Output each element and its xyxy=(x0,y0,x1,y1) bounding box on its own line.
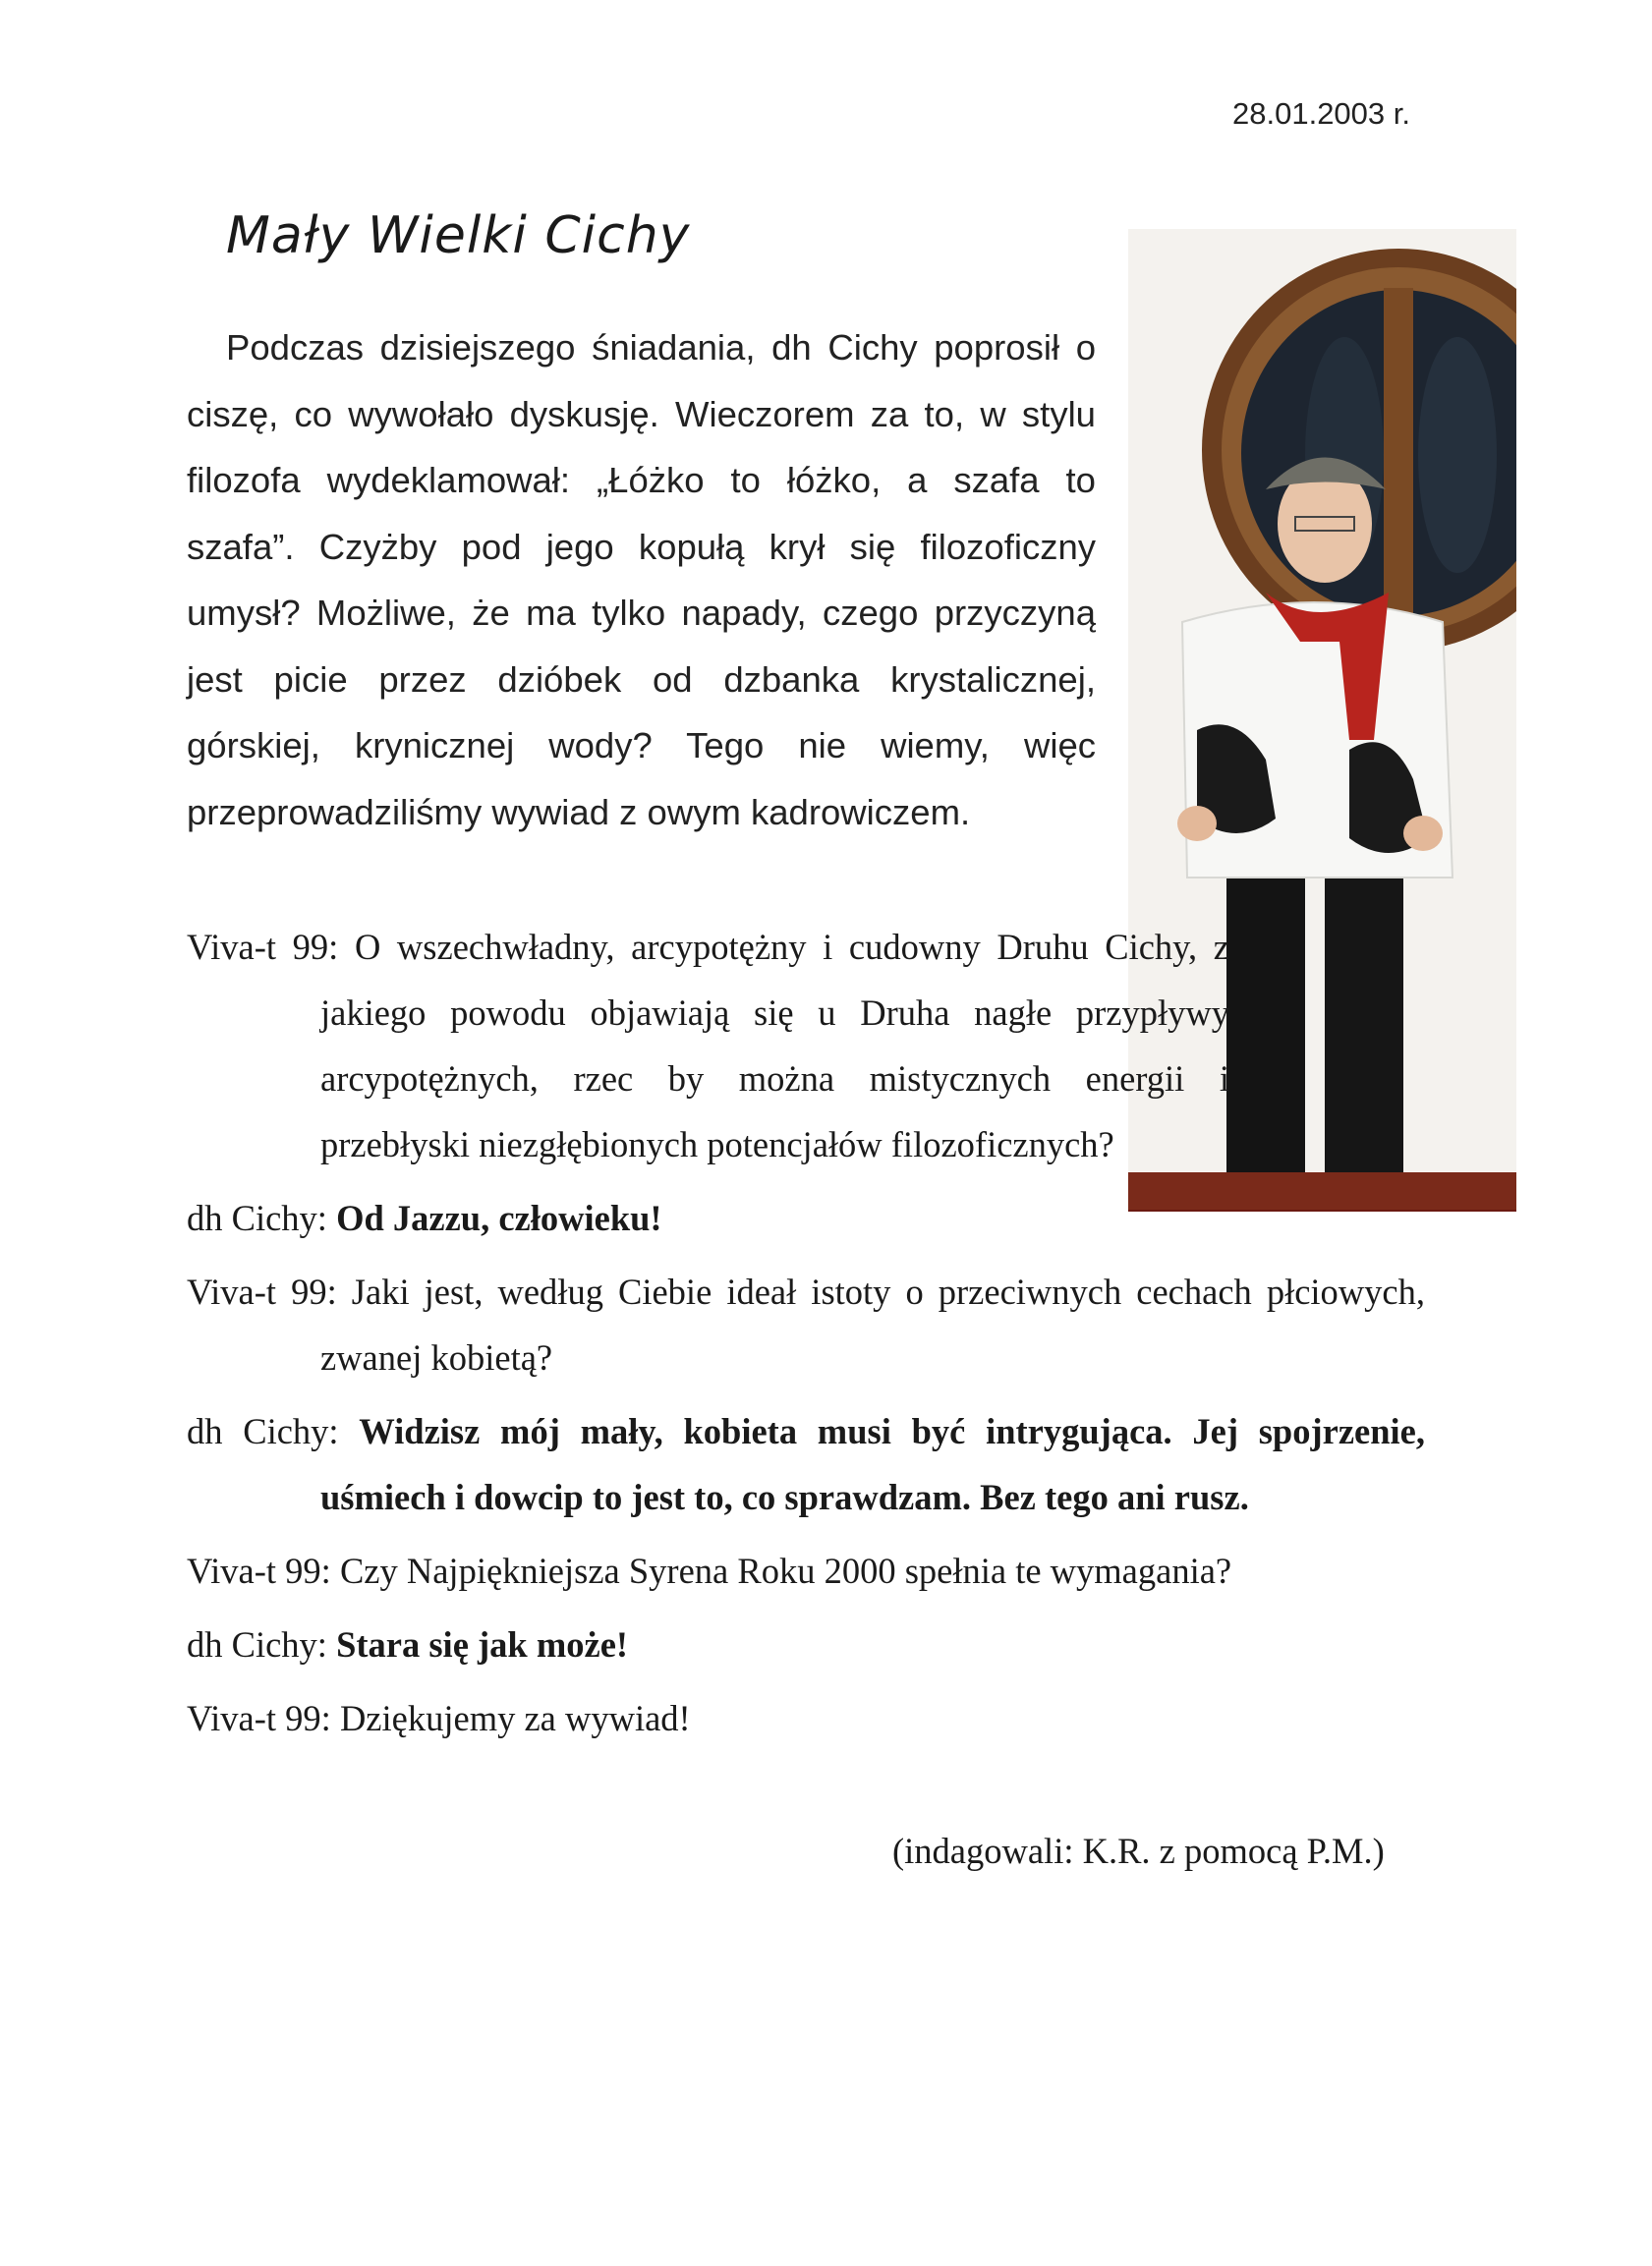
interview xyxy=(187,914,1425,1759)
interview-entry xyxy=(187,914,1229,1177)
interview-speaker: dh Cichy: xyxy=(187,1198,337,1238)
article-intro: Podczas dzisiejszego śniadania, dh Cichy poprosił o ciszę, co wywołało dyskusję. Wieczorem za to, w stylu filozofa wydeklamował: „Łóżko to łóżko, a szafa to szafa”. Czyżby pod jego kopułą krył się filozoficzny umysł? Możliwe, że ma tylko napady, czego przyczyną jest picie przez dzióbek od dzbanka krystalicznej, górskiej, krynicznej wody? Tego nie wiemy, więc przeprowadziliśmy wywiad z owym kadrowiczem. xyxy=(187,327,1096,832)
article-credit: (indagowali: K.R. z pomocą P.M.) xyxy=(892,1831,1385,1871)
interview-speaker: Viva-t 99: xyxy=(187,927,355,967)
article-title: Mały Wielki Cichy xyxy=(226,206,691,265)
interview-entry xyxy=(187,1185,1425,1251)
interview-speaker: Viva-t 99: xyxy=(187,1272,352,1312)
interview-speaker: Viva-t 99: xyxy=(187,1551,340,1591)
interview-entry xyxy=(187,1259,1425,1390)
interview-text: Dziękujemy za wywiad! xyxy=(339,1698,691,1738)
interview-text: Jaki jest, według Ciebie ideał istoty o przeciwnych cechach płciowych, zwanej kobietą? xyxy=(320,1272,1425,1378)
interview-entry xyxy=(187,1685,1425,1751)
interview-entry xyxy=(187,1612,1425,1677)
interview-speaker: Viva-t 99: xyxy=(187,1698,340,1738)
interview-speaker: dh Cichy: xyxy=(187,1624,337,1665)
interview-entry xyxy=(187,1398,1425,1530)
interview-speaker: dh Cichy: xyxy=(187,1411,360,1451)
interview-text: Widzisz mój mały, kobieta musi być intrygująca. Jej spojrzenie, uśmiech i dowcip to jest to, co sprawdzam. Bez tego ani rusz. xyxy=(320,1411,1425,1517)
interview-text: Od Jazzu, człowieku! xyxy=(336,1198,662,1238)
interview-entry xyxy=(187,1538,1425,1604)
interview-text: Stara się jak może! xyxy=(336,1624,629,1665)
document-date: 28.01.2003 r. xyxy=(1232,96,1410,131)
interview-text: Czy Najpiękniejsza Syrena Roku 2000 spełnia te wymagania? xyxy=(339,1551,1232,1591)
interview-text: O wszechwładny, arcypotężny i cudowny Druhu Cichy, z jakiego powodu objawiają się u Druha nagłe przypływy arcypotężnych, rzec by można mistycznych energii i przebłyski niezgłębionych potencjałów filozoficznych? xyxy=(320,927,1229,1164)
